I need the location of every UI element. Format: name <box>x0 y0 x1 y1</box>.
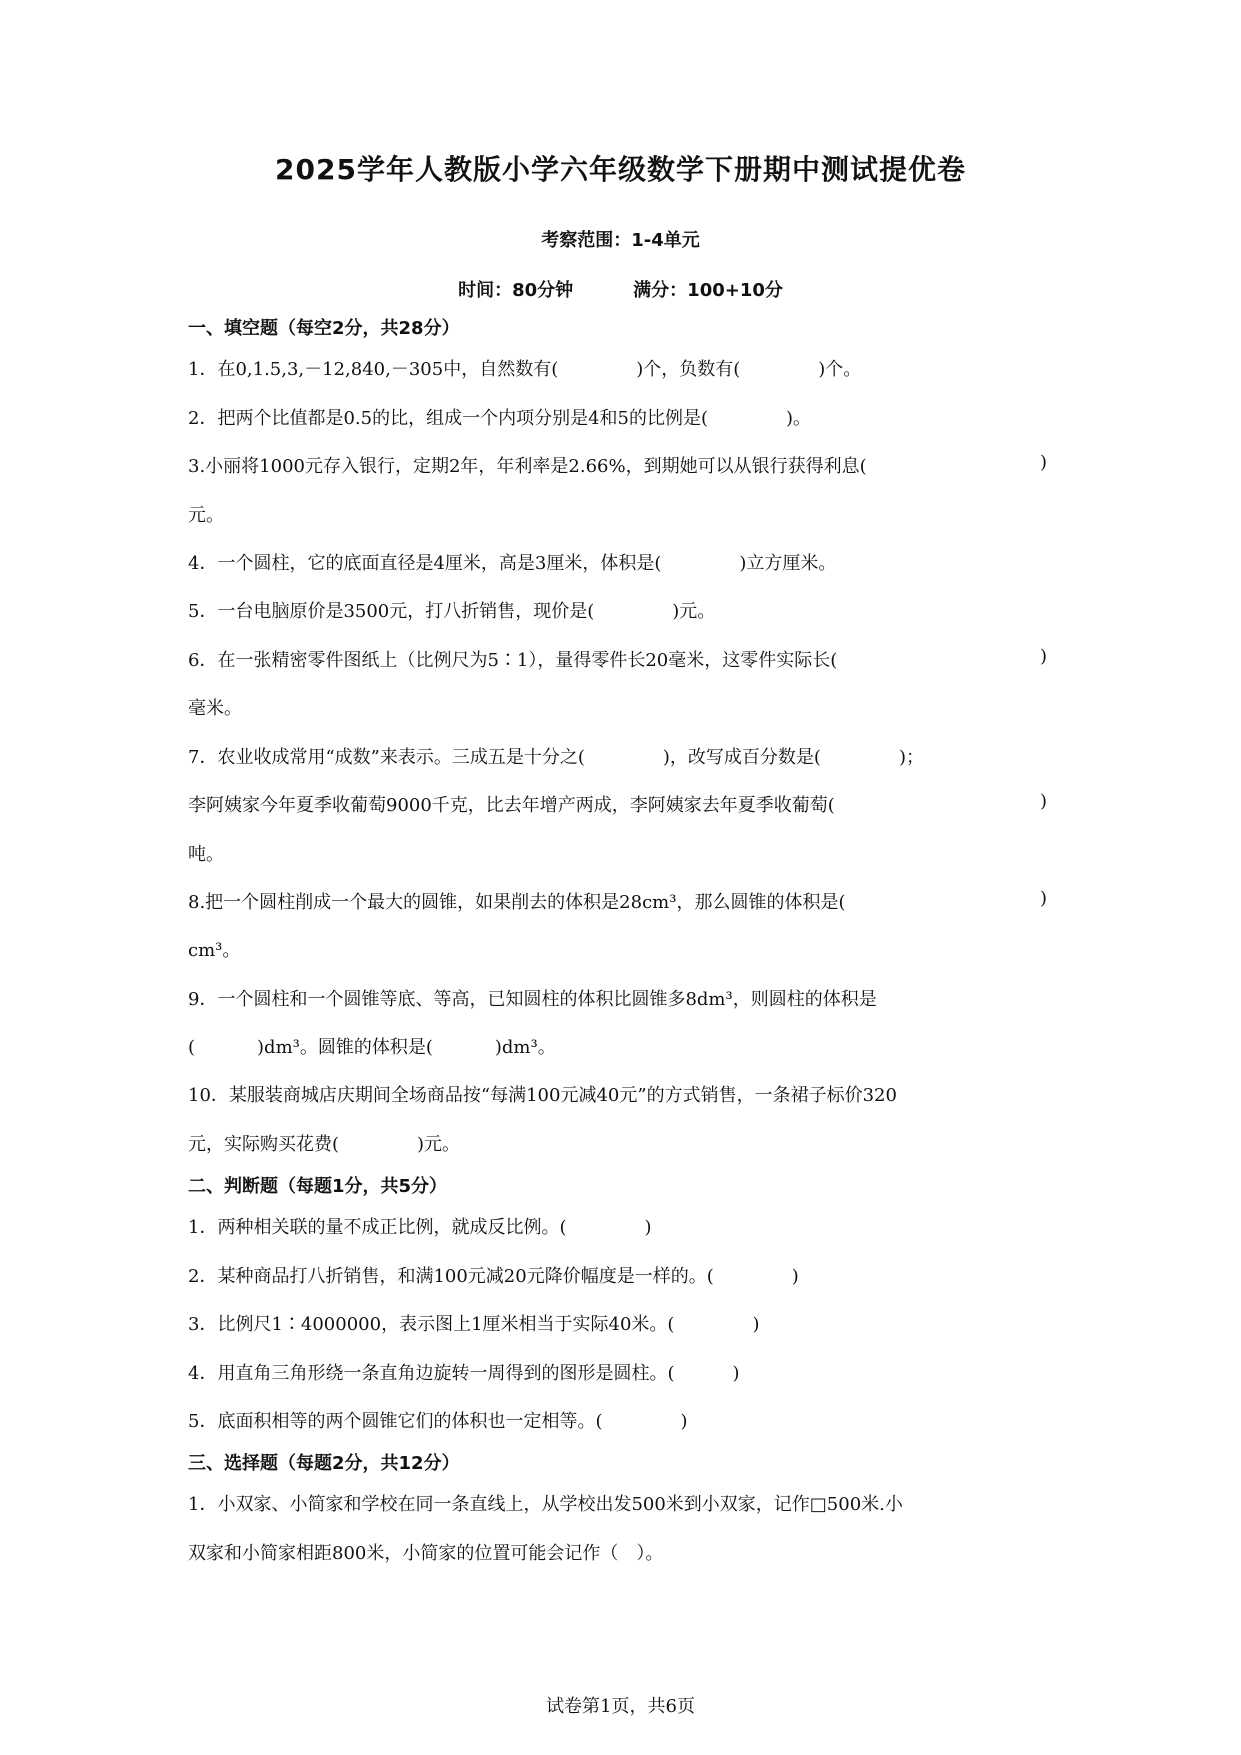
question-text: 8.把一个圆柱削成一个最大的圆锥，如果削去的体积是28cm³，那么圆锥的体积是( <box>188 892 846 913</box>
choice-question-1 <box>188 1490 903 1516</box>
answer-bracket-close: ) <box>1040 646 1048 667</box>
question-text: 双家和小简家相距800米，小简家的位置可能会记作（ ）。 <box>188 1543 664 1564</box>
judge-question-3 <box>188 1310 759 1336</box>
choice-question-1-line2 <box>188 1539 663 1565</box>
fill-question-1 <box>188 355 861 381</box>
fill-question-6 <box>188 646 837 672</box>
question-text: 2．把两个比值都是0.5的比，组成一个内项分别是4和5的比例是( <box>188 408 709 429</box>
question-text: 6．在一张精密零件图纸上（比例尺为5∶1），量得零件长20毫米，这零件实际长( <box>188 650 838 671</box>
fill-question-9-line2 <box>188 1033 556 1059</box>
question-text: ) <box>680 1411 688 1432</box>
question-text: 4．一个圆柱，它的底面直径是4厘米，高是3厘米，体积是( <box>188 553 662 574</box>
question-text: 3.小丽将1000元存入银行，定期2年，年利率是2.66%，到期她可以从银行获得利息( <box>188 456 867 477</box>
question-text: 9．一个圆柱和一个圆锥等底、等高，已知圆柱的体积比圆锥多8dm³，则圆柱的体积是 <box>188 989 877 1010</box>
question-text: )元。 <box>417 1134 461 1155</box>
fill-question-4 <box>188 549 836 575</box>
question-text: )立方厘米。 <box>739 553 837 574</box>
full-score: 满分：100+10分 <box>633 280 783 301</box>
question-text: )，改写成百分数是( <box>662 747 821 768</box>
section-fill-heading: 一、填空题（每空2分，共28分） <box>188 318 460 339</box>
fill-question-7-line2 <box>188 791 835 817</box>
question-text: ( <box>188 1037 196 1058</box>
exam-time: 时间：80分钟 <box>458 280 574 301</box>
question-text: 5．一台电脑原价是3500元，打八折销售，现价是( <box>188 601 595 622</box>
fill-question-10 <box>188 1081 897 1107</box>
question-text: 10．某服装商城店庆期间全场商品按“每满100元减40元”的方式销售，一条裙子标价320 <box>188 1085 897 1106</box>
section-choice-heading: 三、选择题（每题2分，共12分） <box>188 1453 460 1474</box>
fill-question-3-cont: 元。 <box>188 505 224 526</box>
question-text: )dm³。圆锥的体积是( <box>257 1037 433 1058</box>
fill-question-6-cont: 毫米。 <box>188 698 242 719</box>
question-text: )； <box>898 747 924 768</box>
section-judge-heading: 二、判断题（每题1分，共5分） <box>188 1176 448 1197</box>
question-text: )。 <box>786 408 812 429</box>
question-text: )元。 <box>672 601 716 622</box>
question-text: )个。 <box>818 359 862 380</box>
fill-question-10-line2 <box>188 1130 460 1156</box>
question-text: 3．比例尺1∶4000000，表示图上1厘米相当于实际40米。( <box>188 1314 675 1335</box>
judge-question-4 <box>188 1359 740 1385</box>
judge-question-5 <box>188 1407 688 1433</box>
question-text: 李阿姨家今年夏季收葡萄9000千克，比去年增产两成，李阿姨家去年夏季收葡萄( <box>188 795 835 816</box>
question-text: ) <box>644 1217 652 1238</box>
fill-question-7-cont: 吨。 <box>188 844 224 865</box>
question-text: ) <box>752 1314 760 1335</box>
question-text: 7．农业收成常用“成数”来表示。三成五是十分之( <box>188 747 585 768</box>
question-text: 4．用直角三角形绕一条直角边旋转一周得到的图形是圆柱。( <box>188 1363 675 1384</box>
answer-bracket-close: ) <box>1040 452 1048 473</box>
exam-time-score <box>0 276 1241 302</box>
fill-question-2 <box>188 404 811 430</box>
question-text: 5．底面积相等的两个圆锥它们的体积也一定相等。( <box>188 1411 603 1432</box>
judge-question-1 <box>188 1213 652 1239</box>
answer-bracket-close: ) <box>1040 888 1048 909</box>
answer-bracket-close: ) <box>1040 791 1048 812</box>
judge-question-2 <box>188 1262 799 1288</box>
fill-question-3 <box>188 452 867 478</box>
question-text: ) <box>791 1266 799 1287</box>
page-title: 2025学年人教版小学六年级数学下册期中测试提优卷 <box>275 153 966 186</box>
fill-question-9 <box>188 985 877 1011</box>
question-text: 1．小双家、小简家和学校在同一条直线上，从学校出发500米到小双家，记作□500米.小 <box>188 1494 903 1515</box>
fill-question-8 <box>188 888 845 914</box>
question-text: )dm³。 <box>494 1037 556 1058</box>
question-text: 2．某种商品打八折销售，和满100元减20元降价幅度是一样的。( <box>188 1266 714 1287</box>
exam-scope: 考察范围：1-4单元 <box>541 230 700 251</box>
question-text: 元，实际购买花费( <box>188 1134 340 1155</box>
question-text: ) <box>732 1363 740 1384</box>
fill-question-8-cont: cm³。 <box>188 940 241 961</box>
page-footer: 试卷第1页，共6页 <box>546 1696 695 1717</box>
question-text: )个，负数有( <box>636 359 741 380</box>
fill-question-7 <box>188 743 924 769</box>
question-text: 1．在0,1.5,3,－12,840,－305中，自然数有( <box>188 359 559 380</box>
question-text: 1．两种相关联的量不成正比例，就成反比例。( <box>188 1217 567 1238</box>
fill-question-5 <box>188 597 715 623</box>
